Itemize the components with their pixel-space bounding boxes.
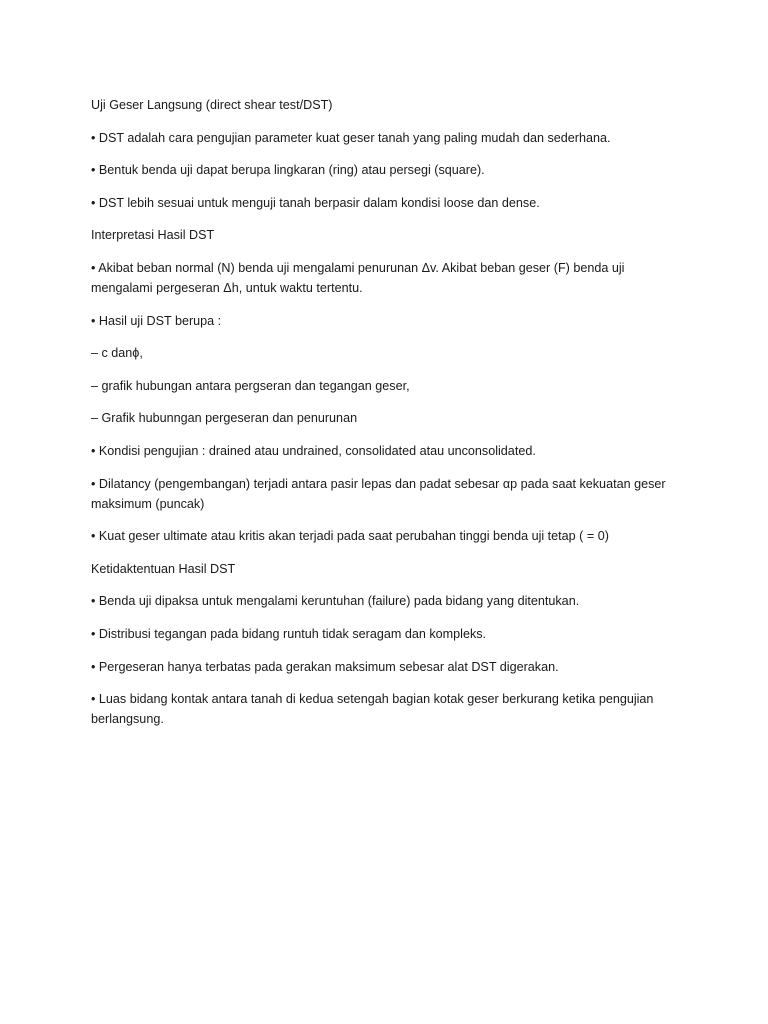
section-heading-uncertainty: Ketidaktentuan Hasil DST (91, 561, 236, 576)
subitem-c-phi: – c danϕ, (91, 346, 143, 361)
document-page (91, 95, 681, 742)
bullet-contact-area: • Luas bidang kontak antara tanah di kedua setengah bagian kotak geser berkurang ketika pengujian berlangsung. (91, 692, 654, 727)
bullet-load-effects: • Akibat beban normal (N) benda uji mengalami penurunan Δv. Akibat beban geser (F) benda uji mengalami pergeseran Δh, untuk waktu tertentu. (91, 260, 625, 295)
bullet-results: • Hasil uji DST berupa : (91, 313, 222, 328)
bullet-ultimate-strength: • Kuat geser ultimate atau kritis akan terjadi pada saat perubahan tinggi benda uji tetap ( = 0) (91, 529, 609, 544)
bullet-specimen-shape: • Bentuk benda uji dapat berupa lingkaran (ring) atau persegi (square). (91, 163, 485, 178)
bullet-dilatancy: • Dilatancy (pengembangan) terjadi antara pasir lepas dan padat sebesar αp pada saat kekuatan geser maksimum (puncak) (91, 476, 666, 511)
bullet-stress-distribution: • Distribusi tegangan pada bidang runtuh tidak seragam dan kompleks. (91, 626, 487, 641)
subitem-settlement-graph: – Grafik hubunngan pergeseran dan penurunan (91, 411, 358, 426)
bullet-dst-definition: • DST adalah cara pengujian parameter kuat geser tanah yang paling mudah dan sederhana. (91, 130, 611, 145)
bullet-forced-failure: • Benda uji dipaksa untuk mengalami keruntuhan (failure) pada bidang yang ditentukan. (91, 594, 580, 609)
bullet-limited-displacement: • Pergeseran hanya terbatas pada gerakan maksimum sebesar alat DST digerakan. (91, 659, 559, 674)
section-heading-dst: Uji Geser Langsung (direct shear test/DST) (91, 98, 333, 112)
bullet-sandy-soil: • DST lebih sesuai untuk menguji tanah berpasir dalam kondisi loose dan dense. (91, 195, 540, 210)
subitem-shear-graph: – grafik hubungan antara pergseran dan tegangan geser, (91, 378, 410, 393)
section-heading-interpretation: Interpretasi Hasil DST (91, 228, 215, 243)
bullet-test-conditions: • Kondisi pengujian : drained atau undrained, consolidated atau unconsolidated. (91, 443, 536, 458)
